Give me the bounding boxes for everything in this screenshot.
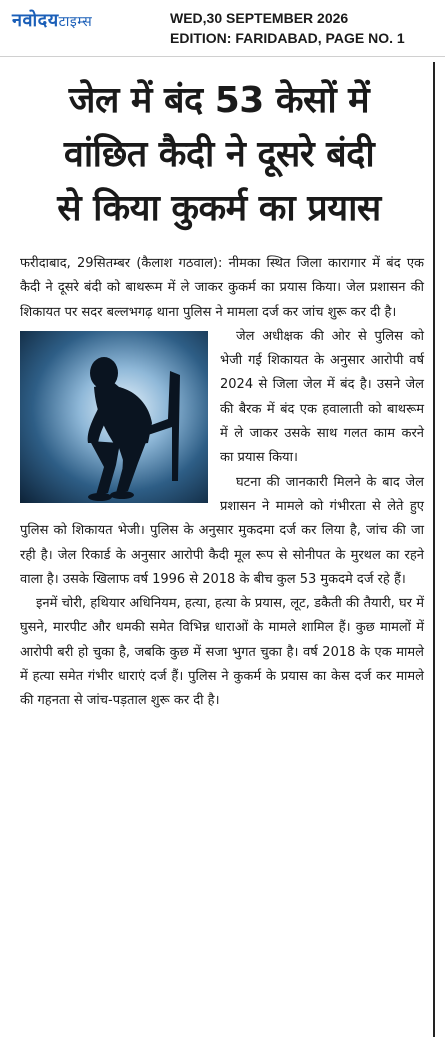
- article-body: [20, 252, 424, 714]
- column-rule: [433, 62, 435, 1037]
- article-paragraph-2: जेल अधीक्षक की ओर से पुलिस को भेजी गई शिकायत के अनुसार आरोपी वर्ष 2024 से जिला जेल में बंद है। उसने जेल की बैरक में बंद एक हवालाती को बाथरूम में ले जाकर उसके साथ गलत काम करने का प्रयास किया।: [220, 328, 424, 466]
- headline-line-3: से किया कुकर्म का प्रयास: [57, 188, 381, 229]
- logo-sub: टाइम्स: [58, 14, 93, 30]
- article-headline: [14, 74, 424, 236]
- sad-man-silhouette-icon: [20, 331, 208, 503]
- edition-page: EDITION: FARIDABAD, PAGE NO. 1: [170, 30, 405, 46]
- newspaper-logo: [12, 8, 92, 32]
- headline-line-2: वांछित कैदी ने दूसरे बंदी: [63, 134, 375, 175]
- edition-date: WED,30 SEPTEMBER 2026: [170, 10, 349, 26]
- masthead: [0, 0, 445, 57]
- logo-main: नवोदय: [12, 10, 59, 31]
- article-paragraph-3: घटना की जानकारी मिलने के बाद जेल प्रशासन ने मामले को गंभीरता से लेते हुए पुलिस को शिकायत भेजी। पुलिस के अनुसार मुकदमा दर्ज कर लिया है, जांच की जा रही है। जेल रिकार्ड के अनुसार आरोपी कैदी मूल रूप से सोनीपत के मुरथल का रहने वाला है। उसके खिलाफ वर्ष 1996 से 2018 के बीच कुल 53 मुकदमे दर्ज रहे हैं।: [20, 474, 424, 587]
- article-paragraph-4: इनमें चोरी, हथियार अधिनियम, हत्या, हत्या के प्रयास, लूट, डकैती की तैयारी, घर में घुसने, मारपीट और धमकी समेत विभिन्न धाराओं के मामले शामिल हैं। कुछ मामलों में आरोपी बरी हो चुका है, जबकि कुछ में सजा भुगत चुका है। वर्ष 2018 के एक मामले में हत्या समेत गंभीर धाराएं दर्ज हैं। पुलिस ने कुकर्म के प्रयास का केस दर्ज कर मामले की गहनता से जांच-पड़ताल शुरू कर दी है।: [20, 596, 424, 709]
- headline-line-1: जेल में बंद 53 केसों में: [68, 80, 370, 121]
- article-paragraph-1: फरीदाबाद, 29सितम्बर (कैलाश गठवाल): नीमका स्थित जिला कारागार में बंद एक कैदी ने दूसरे बंदी को बाथरूम में ले जाकर कुकर्म का प्रयास किया। जेल प्रशासन की शिकायत पर सदर बल्लभगढ़ थाना पुलिस ने मामला दर्ज कर जांच शुरू कर दी है।: [20, 256, 424, 320]
- article-photo: [20, 331, 208, 503]
- edition-info: [170, 8, 440, 48]
